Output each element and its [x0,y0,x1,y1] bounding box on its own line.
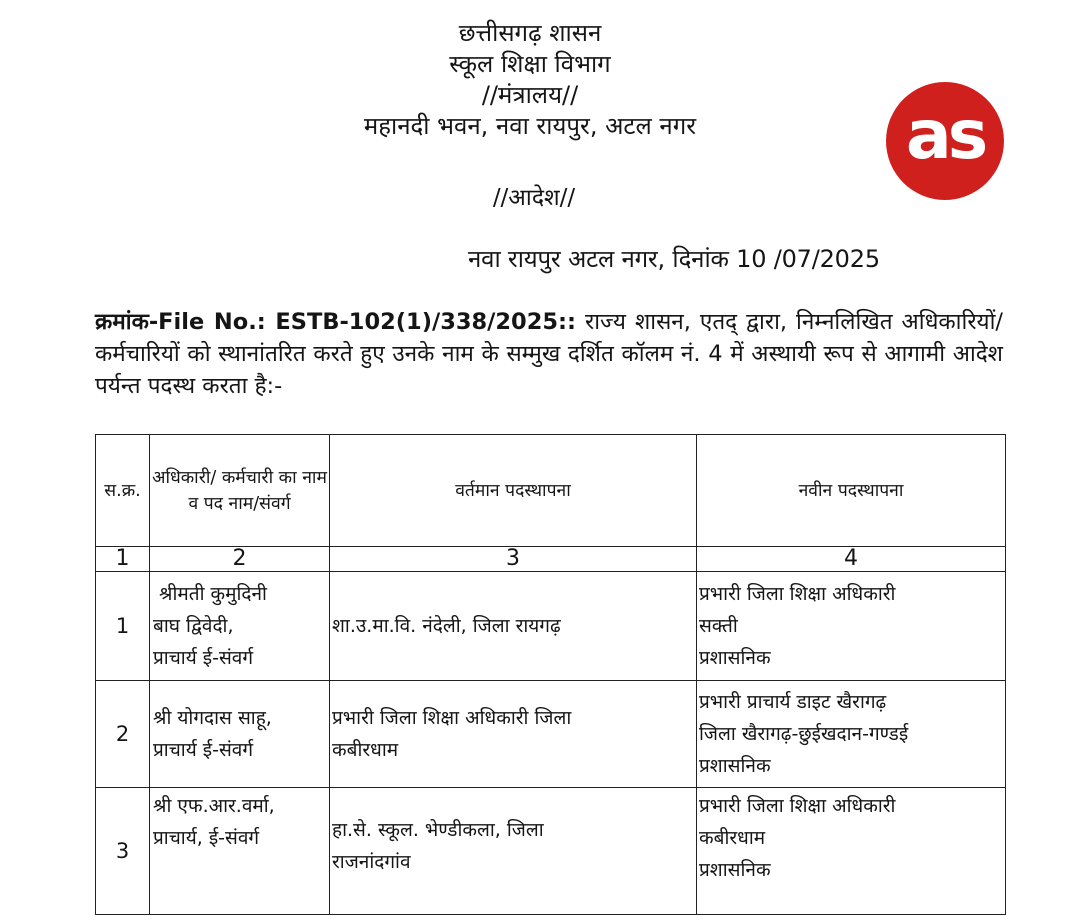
row-new-posting [697,681,1006,788]
header-name: अधिकारी/ कर्मचारी का नाम व पद नाम/संवर्ग [150,435,330,547]
column-number: 2 [150,547,330,572]
name-line: श्रीमती कुमुदिनी [159,583,267,605]
government-name: छत्तीसगढ़ शासन [458,19,602,47]
column-number-row [96,547,1006,572]
row-name [150,681,330,788]
new-posting-line: प्रभारी प्राचार्य डाइट खैरागढ़ [699,691,887,713]
column-number: 3 [330,547,697,572]
name-line: श्री एफ.आर.वर्मा, [153,795,275,817]
date-line: नवा रायपुर अटल नगर, दिनांक 10 /07/2025 [468,245,880,273]
row-name [150,572,330,681]
department-name: स्कूल शिक्षा विभाग [449,50,611,78]
ministry-label: //मंत्रालय// [481,81,579,109]
row-current-posting [330,681,697,788]
column-number: 1 [96,547,150,572]
row-current-posting [330,788,697,915]
name-line: श्री योगदास साहू, [153,707,272,729]
new-posting-line: जिला खैरागढ़-छुईखदान-गण्डई [699,723,909,745]
row-serial: 2 [96,681,150,788]
new-posting-line: प्रशासनिक [699,647,771,669]
column-number: 4 [697,547,1006,572]
header-new-posting: नवीन पदस्थापना [697,435,1006,547]
order-paragraph [95,306,1003,402]
order-text: राज्य शासन, एतद् द्वारा, निम्नलिखित अधिकारियों/कर्मचारियों को स्थानांतरित करते हुए उनके नाम के सम्मुख दर्शित कॉलम नं. 4 में अस्थायी रूप से आगामी आदेश पर्यन्त पदस्थ करता है:- [95,309,1004,399]
table-row [96,788,1006,915]
table-row [96,572,1006,681]
new-posting-line: प्रभारी जिला शिक्षा अधिकारी [699,583,896,605]
logo-text: as [905,96,985,175]
table-row [96,681,1006,788]
current-posting-line: हा.से. स्कूल. भेण्डीकला, जिला [332,819,544,841]
office-address: महानदी भवन, नवा रायपुर, अटल नगर [363,112,697,140]
new-posting-line: सक्ती [699,615,738,637]
row-new-posting [697,788,1006,915]
header-current-posting: वर्तमान पदस्थापना [330,435,697,547]
current-posting-line: प्रभारी जिला शिक्षा अधिकारी जिला [332,707,572,729]
header-serial: स.क्र. [96,435,150,547]
name-line: प्राचार्य ई-संवर्ग [153,739,254,761]
current-posting-line: राजनांदगांव [332,851,411,873]
name-line: प्राचार्य ई-संवर्ग [153,647,254,669]
transfer-table [95,434,1006,915]
current-posting-line: कबीरधाम [332,739,399,761]
name-line: बाघ द्विवेदी, [153,615,234,637]
new-posting-line: प्रशासनिक [699,755,771,777]
new-posting-line: प्रभारी जिला शिक्षा अधिकारी [699,795,896,817]
row-current-posting: शा.उ.मा.वि. नंदेली, जिला रायगढ़ [330,572,697,681]
order-title: //आदेश// [492,185,576,211]
new-posting-line: प्रशासनिक [699,859,771,881]
table-header-row [96,435,1006,547]
row-serial: 1 [96,572,150,681]
row-name [150,788,330,915]
row-new-posting [697,572,1006,681]
file-number: क्रमांक-File No.: ESTB-102(1)/338/2025:: [95,309,577,335]
new-posting-line: कबीरधाम [699,827,766,849]
row-serial: 3 [96,788,150,915]
name-line: प्राचार्य, ई-संवर्ग [153,827,260,849]
